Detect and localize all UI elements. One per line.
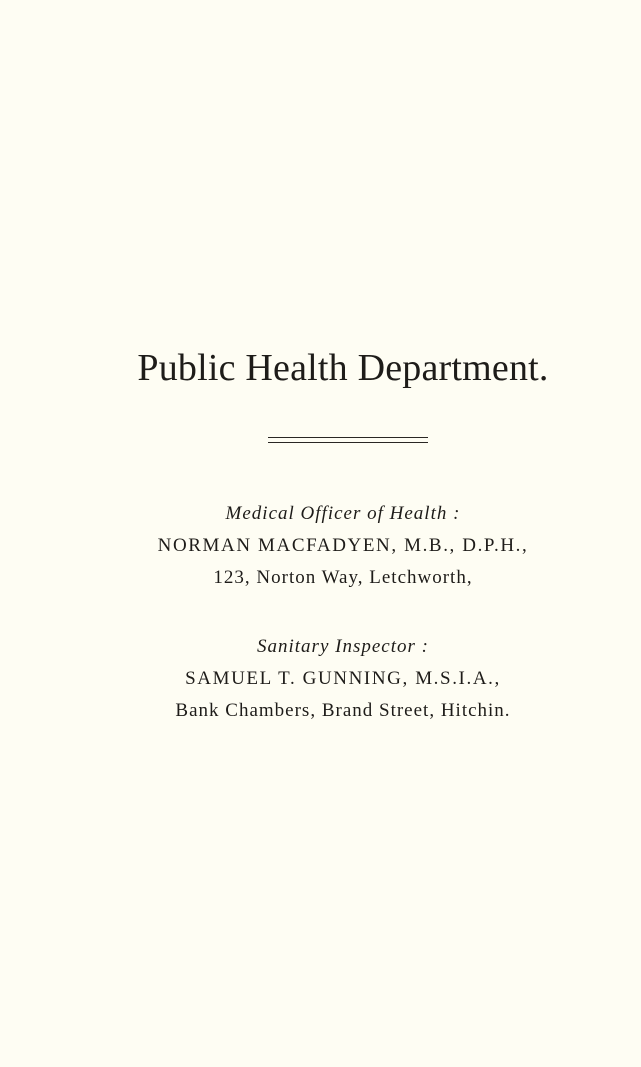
double-rule-top [268, 437, 428, 438]
double-rule-bottom [268, 442, 428, 443]
sanitary-inspector-role: Sanitary Inspector : [257, 636, 429, 657]
sanitary-inspector-name: SAMUEL T. GUNNING, M.S.I.A., [185, 668, 501, 689]
sanitary-inspector-address: Bank Chambers, Brand Street, Hitchin. [175, 700, 511, 721]
medical-officer-name: NORMAN MACFADYEN, M.B., D.P.H., [157, 535, 529, 556]
page-title: Public Health Department. [137, 347, 549, 389]
medical-officer-role: Medical Officer of Health : [225, 503, 461, 524]
medical-officer-address: 123, Norton Way, Letchworth, [213, 567, 473, 588]
